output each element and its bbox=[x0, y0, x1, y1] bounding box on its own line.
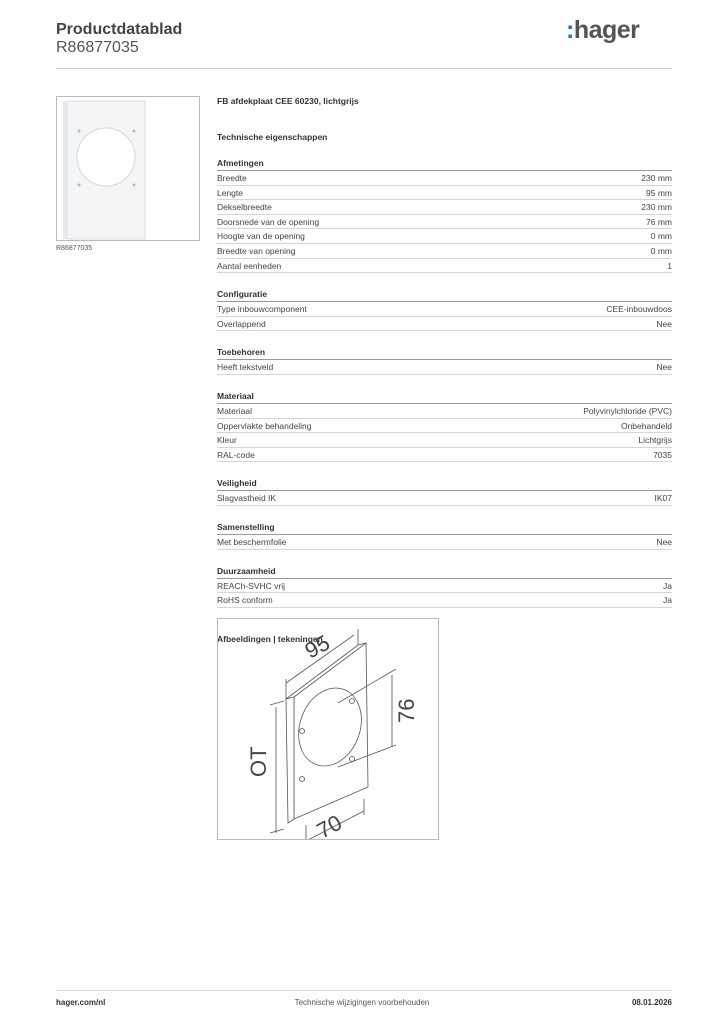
dim-hole: 76 bbox=[394, 698, 419, 723]
spec-label: Heeft tekstveld bbox=[217, 362, 274, 373]
footer-date: 08.01.2026 bbox=[631, 998, 672, 1007]
footer-disclaimer: Technische wijzigingen voorbehouden bbox=[294, 998, 430, 1007]
section-title: Configuratie bbox=[217, 287, 672, 302]
spec-value: IK07 bbox=[654, 493, 672, 504]
spec-label: Slagvastheid IK bbox=[217, 493, 277, 504]
image-caption: R86877035 bbox=[56, 245, 93, 252]
spec-label: Overlappend bbox=[217, 318, 266, 329]
spec-row bbox=[217, 360, 672, 375]
dim-bottom: 70 bbox=[312, 809, 346, 839]
spec-section bbox=[217, 287, 672, 331]
spec-label: Materiaal bbox=[217, 405, 252, 416]
spec-row bbox=[217, 244, 672, 259]
dim-width: 95 bbox=[300, 629, 334, 664]
spec-value: 1 bbox=[667, 260, 672, 271]
spec-row bbox=[217, 448, 672, 463]
spec-label: RoHS conform bbox=[217, 595, 273, 606]
spec-value: 230 mm bbox=[641, 173, 672, 183]
spec-value: 0 mm bbox=[650, 245, 672, 256]
section-title: Samenstelling bbox=[217, 520, 672, 535]
spec-label: Kleur bbox=[217, 435, 237, 446]
spec-row bbox=[217, 593, 672, 608]
spec-value: Lichtgrijs bbox=[638, 435, 672, 446]
spec-row bbox=[217, 200, 672, 215]
spec-content bbox=[217, 96, 672, 644]
hager-logo: :hager bbox=[566, 16, 640, 44]
spec-value: CEE-inbouwdoos bbox=[606, 304, 672, 315]
spec-label: Aantal eenheden bbox=[217, 260, 282, 271]
spec-value: 0 mm bbox=[650, 231, 672, 242]
spec-label: Dekselbreedte bbox=[217, 202, 272, 213]
header-divider bbox=[56, 68, 672, 69]
section-title: Afmetingen bbox=[217, 156, 672, 171]
dim-height: OT bbox=[246, 746, 271, 777]
spec-row bbox=[217, 535, 672, 550]
spec-label: Met beschermfolie bbox=[217, 536, 287, 547]
spec-value: Polyvinylchloride (PVC) bbox=[583, 405, 672, 416]
spec-section bbox=[217, 476, 672, 506]
spec-label: Type inbouwcomponent bbox=[217, 304, 307, 315]
section-title: Veiligheid bbox=[217, 476, 672, 491]
spec-row bbox=[217, 404, 672, 419]
spec-row bbox=[217, 215, 672, 230]
spec-value: 95 mm bbox=[646, 187, 672, 198]
spec-value: Onbehandeld bbox=[620, 420, 672, 431]
spec-label: RAL-code bbox=[217, 449, 255, 460]
product-code: R86877035 bbox=[56, 39, 139, 56]
drawings-heading: Afbeeldingen | tekeningen bbox=[217, 633, 323, 644]
spec-label: Hoogte van de opening bbox=[217, 231, 305, 242]
product-image bbox=[56, 96, 200, 241]
spec-label: REACh-SVHC vrij bbox=[217, 580, 286, 591]
spec-section bbox=[217, 564, 672, 608]
section-title: Duurzaamheid bbox=[217, 564, 672, 579]
section-title: Materiaal bbox=[217, 389, 672, 404]
spec-row bbox=[217, 302, 672, 317]
spec-label: Lengte bbox=[217, 187, 243, 198]
spec-section bbox=[217, 345, 672, 375]
spec-row bbox=[217, 259, 672, 274]
spec-value: Nee bbox=[656, 362, 672, 373]
spec-row bbox=[217, 433, 672, 448]
footer-divider bbox=[56, 990, 672, 991]
footer-website-link[interactable]: hager.com/nl bbox=[56, 998, 106, 1007]
spec-label: Breedte van opening bbox=[217, 245, 296, 256]
spec-row bbox=[217, 579, 672, 594]
spec-label: Oppervlakte behandeling bbox=[217, 420, 312, 431]
spec-row bbox=[217, 229, 672, 244]
spec-value: 76 mm bbox=[646, 216, 672, 227]
spec-section bbox=[217, 520, 672, 550]
spec-row bbox=[217, 317, 672, 332]
tech-heading: Technische eigenschappen bbox=[217, 132, 328, 142]
spec-row bbox=[217, 419, 672, 434]
spec-value: Nee bbox=[656, 536, 672, 547]
spec-row bbox=[217, 171, 672, 186]
spec-section bbox=[217, 156, 672, 273]
spec-row bbox=[217, 491, 672, 506]
spec-value: Nee bbox=[656, 318, 672, 329]
technical-drawing bbox=[217, 618, 439, 840]
section-title: Toebehoren bbox=[217, 345, 672, 360]
spec-label: Breedte bbox=[217, 173, 247, 183]
spec-label: Doorsnede van de opening bbox=[217, 216, 320, 227]
spec-value: 230 mm bbox=[641, 202, 672, 213]
spec-row bbox=[217, 186, 672, 201]
spec-value: Ja bbox=[663, 595, 672, 606]
spec-value: 7035 bbox=[653, 449, 672, 460]
spec-section bbox=[217, 389, 672, 462]
spec-value: Ja bbox=[663, 580, 672, 591]
product-name: FB afdekplaat CEE 60230, lichtgrijs bbox=[217, 96, 359, 106]
page-title: Productdatablad bbox=[56, 21, 183, 38]
